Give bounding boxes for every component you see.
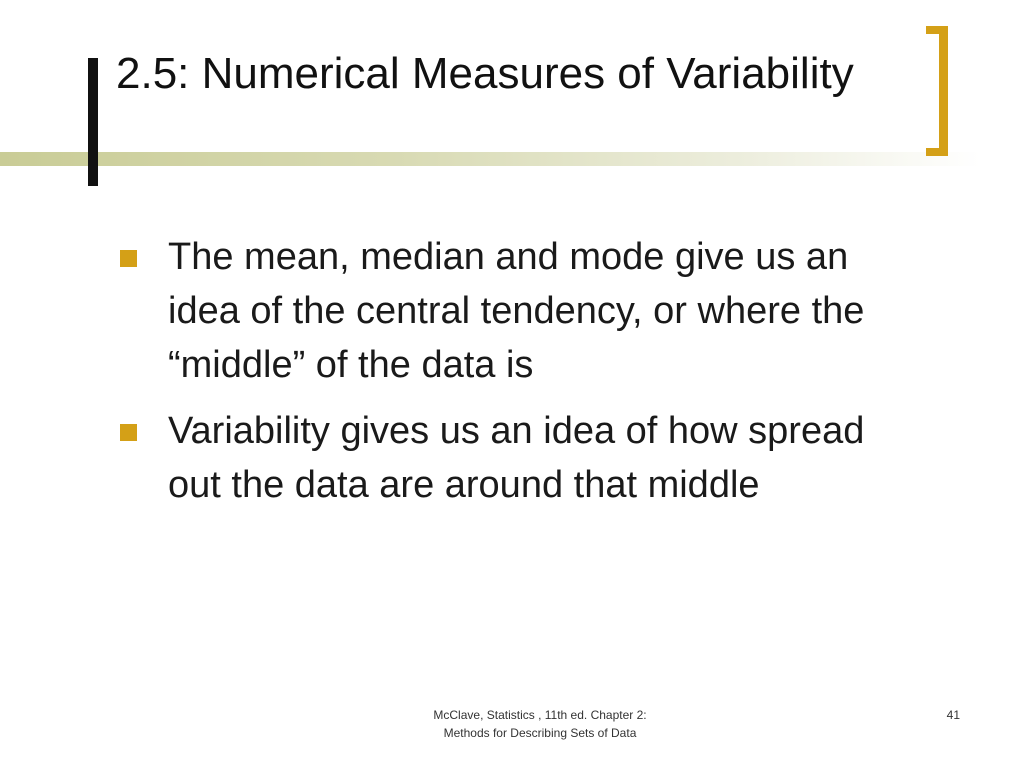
square-bullet-icon xyxy=(120,250,137,267)
footer-source-line2: Methods for Describing Sets of Data xyxy=(443,726,637,740)
page-number: 41 xyxy=(946,708,960,722)
square-bullet-icon xyxy=(120,424,137,441)
left-bracket-decoration xyxy=(88,58,98,186)
bullet-text: Variability gives us an idea of how spread out the data are around that middle xyxy=(168,410,865,506)
title-underline-band xyxy=(0,152,980,166)
bullet-item xyxy=(118,404,918,512)
bullet-text: The mean, median and mode give us an idea of the central tendency, or where the “middle” of the data is xyxy=(168,236,865,386)
bullet-list xyxy=(118,230,918,524)
slide-title: 2.5: Numerical Measures of Variability xyxy=(116,49,854,98)
bullet-item xyxy=(118,230,918,392)
footer-source xyxy=(390,706,690,742)
right-bracket-decoration xyxy=(926,26,948,156)
footer-source-line1: McClave, Statistics , 11th ed. Chapter 2: xyxy=(433,708,647,722)
